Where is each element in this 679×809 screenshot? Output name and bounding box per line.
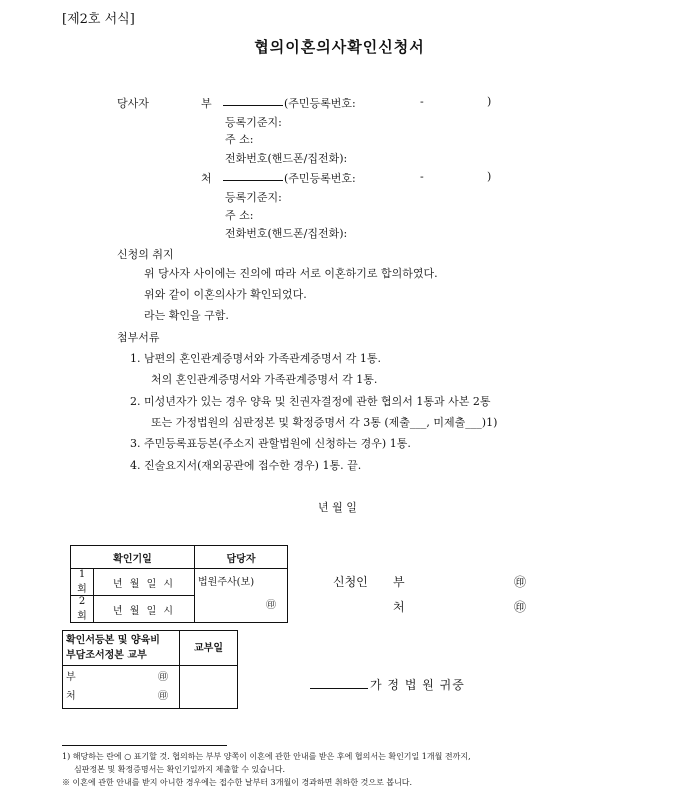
husband-label: 부 (201, 97, 212, 110)
wife-label: 처 (201, 172, 212, 185)
footnote-1b: 심판정본 및 확정증명서는 확인기일까지 제출할 수 있습니다. (74, 765, 285, 774)
confirm-row-2-date[interactable]: 년 월 일 시 (94, 596, 195, 623)
purpose-line-3: 라는 확인을 구함. (144, 309, 229, 322)
confirm-row-2-label: 2회 (71, 596, 94, 623)
husband-name-blank[interactable] (223, 95, 283, 106)
attachment-item-3: 3. 주민등록표등본(주소지 관할법원에 신청하는 경우) 1통. (130, 437, 411, 450)
delivery-wife-label: 처 (66, 691, 76, 702)
attachment-item-2b: 또는 가정법원의 심판정본 및 확정증명서 각 3통 (제출___, 미제출___)1) (151, 416, 498, 429)
wife-name-blank[interactable] (223, 170, 283, 181)
attachment-item-1b: 처의 혼인관계증명서와 가족관계증명서 각 1통. (151, 373, 378, 386)
applicant-husband-label: 부 (393, 575, 405, 589)
footnote-1a: 1) 해당하는 란에 ○ 표기할 것. 협의하는 부부 양쪽이 이혼에 관한 안내를 받은 후에 협의서는 확인기일 1개월 전까지, (62, 752, 471, 761)
wife-resident-dash: - (420, 170, 424, 183)
footnote-2: ※ 이혼에 관한 안내를 받지 아니한 경우에는 접수한 날부터 3개월이 경과하면 취하한 것으로 봅니다. (62, 778, 413, 787)
court-recipient: 가 정 법 원 귀중 (370, 678, 465, 692)
confirm-row-1-label: 1회 (71, 569, 94, 596)
purpose-line-1: 위 당사자 사이에는 진의에 따라 서로 이혼하기로 합의하였다. (144, 267, 438, 280)
purpose-heading: 신청의 취지 (117, 248, 174, 261)
applicant-wife-seal-icon[interactable]: ㊞ (514, 600, 527, 614)
officer-title: 법원주사(보) (198, 577, 255, 588)
delivery-date-cell[interactable] (180, 666, 238, 709)
delivery-header-line-1: 확인서등본 및 양육비 (66, 635, 160, 646)
delivery-recipients-cell (63, 666, 180, 709)
page-title: 협의이혼의사확인신청서 (254, 38, 425, 56)
confirm-row-1-date[interactable]: 년 월 일 시 (94, 569, 195, 596)
applicant-wife-label: 처 (393, 600, 405, 614)
wife-registry-label: 등록기준지: (225, 191, 282, 204)
delivery-wife-seal-icon[interactable]: ㊞ (158, 691, 168, 702)
husband-resident-close: ) (487, 95, 492, 108)
officer-header: 담당자 (195, 546, 288, 569)
delivery-header-line-2: 부담조서정본 교부 (66, 650, 147, 661)
wife-address-label: 주 소: (225, 209, 254, 222)
court-name-blank[interactable] (310, 678, 368, 689)
wife-resident-close: ) (487, 170, 492, 183)
delivery-table (62, 630, 238, 709)
parties-label: 당사자 (117, 97, 149, 110)
delivery-husband-seal-icon[interactable]: ㊞ (158, 672, 168, 683)
applicant-label: 신청인 (333, 575, 368, 589)
application-date-line: 년 월 일 (318, 501, 357, 514)
husband-phone-label: 전화번호(핸드폰/집전화): (225, 152, 348, 165)
delivery-header (63, 631, 180, 666)
attachment-item-4: 4. 진술요지서(재외공관에 접수한 경우) 1통. 끝. (130, 459, 362, 472)
attachments-heading: 첨부서류 (117, 331, 160, 344)
delivery-date-header: 교부일 (180, 631, 238, 666)
delivery-wife-row (66, 687, 176, 706)
husband-address-label: 주 소: (225, 133, 254, 146)
form-number: [제2호 서식] (62, 12, 135, 27)
wife-phone-label: 전화번호(핸드폰/집전화): (225, 227, 348, 240)
delivery-husband-row (66, 668, 176, 687)
husband-resident-label: (주민등록번호: (284, 97, 356, 110)
officer-cell (195, 569, 288, 623)
delivery-husband-label: 부 (66, 672, 76, 683)
wife-resident-label: (주민등록번호: (284, 172, 356, 185)
husband-resident-dash: - (420, 95, 424, 108)
footnote-divider (62, 745, 227, 746)
purpose-line-2: 위와 같이 이혼의사가 확인되었다. (144, 288, 307, 301)
attachment-item-1a: 1. 남편의 혼인관계증명서와 가족관계증명서 각 1통. (130, 352, 381, 365)
officer-seal-icon: ㊞ (266, 600, 276, 611)
husband-registry-label: 등록기준지: (225, 116, 282, 129)
confirmation-table (70, 545, 288, 623)
attachment-item-2a: 2. 미성년자가 있는 경우 양육 및 친권자결정에 관한 협의서 1통과 사본 2통 (130, 395, 491, 408)
applicant-husband-seal-icon[interactable]: ㊞ (514, 575, 527, 589)
confirm-date-header: 확인기일 (71, 546, 195, 569)
